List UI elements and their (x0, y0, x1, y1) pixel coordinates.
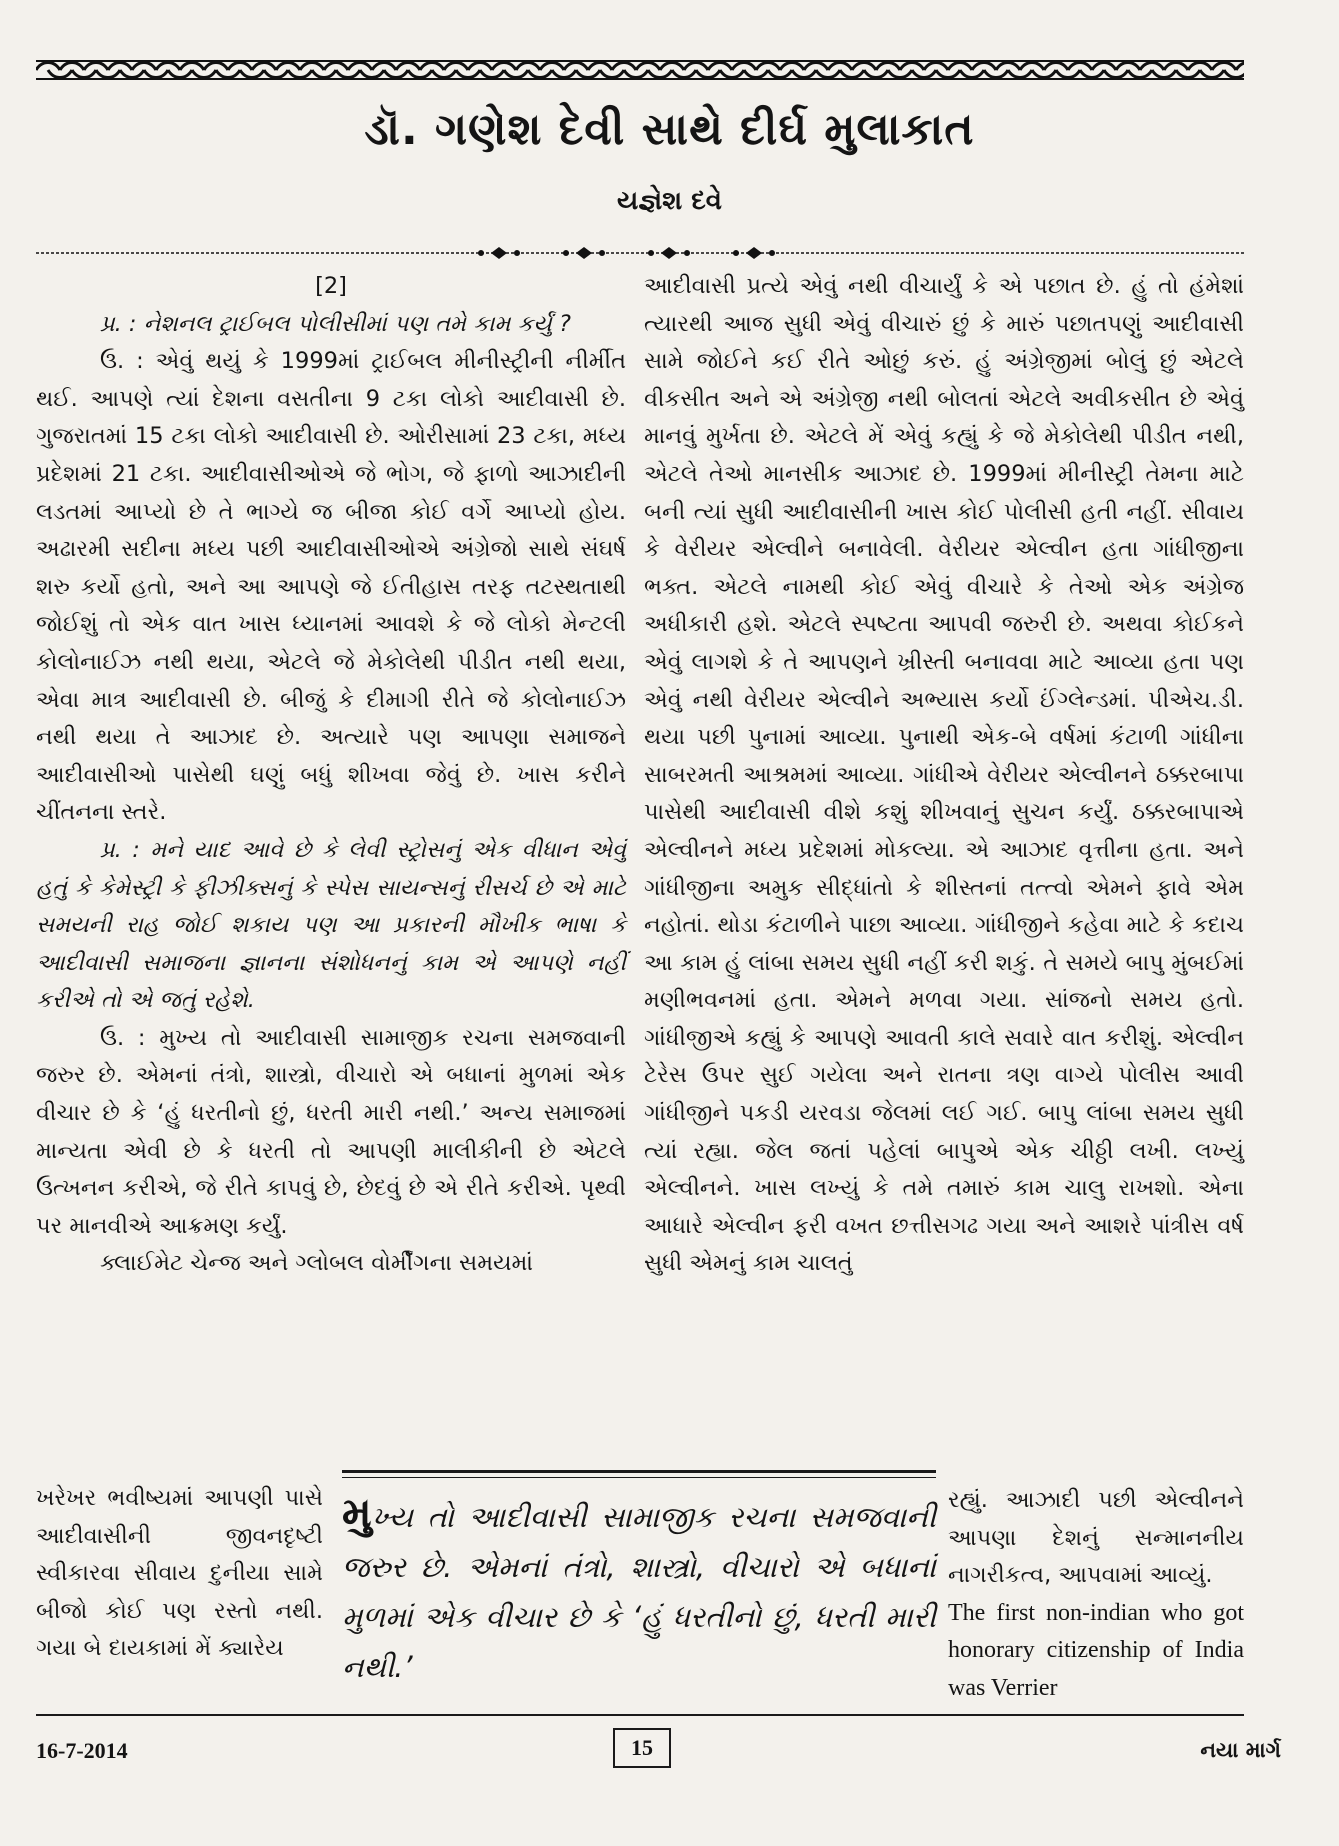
right-column (644, 268, 1244, 1283)
top-ornament (36, 58, 1244, 82)
article-title: ડૉ. ગણેશ દેવી સાથે દીર્ઘ મુલાકાત (364, 104, 975, 155)
right-column-continued-text: રહ્યું. આઝાદી પછી એલ્વીનને આપણા દેશનું સન્માનનીય નાગરીકત્વ, આપવામાં આવ્યું. (948, 1487, 1244, 1589)
issue-date: 16-7-2014 (36, 1738, 128, 1763)
question-1: પ્ર. : નેશનલ ટ્રાઈબલ પોલીસીમાં પણ તમે કામ કર્યું ? (100, 310, 571, 337)
answer-1: ઉ. : એવું થયું કે 1999માં ટ્રાઈબલ મીનીસ્ટ્રીની નીર્મીત થઈ. આપણે ત્યાં દેશના વસતીના 9 ટકા લોકો આદીવાસી છે. ગુજરાતમાં 15 ટકા લોકો આદીવાસી છે. ઓરીસામાં 23 ટકા, મધ્ય પ્રદેશમાં 21 ટકા. આદીવાસીઓએ જે ભોગ, જે ફાળો આઝાદીની લડતમાં આપ્યો છે તે ભાગ્યે જ બીજા કોઈ વર્ગે આપ્યો હોય. અઢારમી સદીના મધ્ય પછી આદીવાસીઓએ અંગ્રેજો સાથે સંઘર્ષ શરુ કર્યો હતો, અને આ આપણે જે ઈતીહાસ તરફ તટસ્થતાથી જોઈશું તો એક વાત ખાસ ધ્યાનમાં આવશે કે જે લોકો મેન્ટલી કોલોનાઈઝ નથી થયા, એટલે જે મેકોલેથી પીડીત નથી થયા, એવા માત્ર આદીવાસી છે. બીજું કે દીમાગી રીતે જે કોલોનાઈઝ નથી થયા તે આઝાદ છે. અત્યારે પણ આપણા સમાજને આદીવાસીઓ પાસેથી ઘણું બધું શીખવા જેવું છે. ખાસ કરીને ચીંતનના સ્તરે. (36, 348, 626, 826)
magazine-name: નયા માર્ગ (1200, 1738, 1281, 1762)
title-divider (36, 236, 1244, 266)
left-column (36, 268, 626, 1283)
answer-2: ઉ. : મુખ્ય તો આદીવાસી સામાજીક રચના સમજવાની જરુર છે. એમનાં તંત્રો, શાસ્ત્રો, વીચારો એ બધાનાં મુળમાં એક વીચાર છે કે ‘હું ધરતીનો છું, ધરતી મારી નથી.’ અન્ય સમાજમાં માન્યતા એવી છે કે ધરતી તો આપણી માલીકીની છે એટલે ઉત્ખનન કરીએ, જે રીતે કાપવું છે, છેદવું છે એ રીતે કરીએ. પૃથ્વી પર માનવીએ આક્રમણ કર્યું. (36, 1024, 626, 1239)
part-number: [2] (315, 273, 347, 299)
page-number: 15 (613, 1728, 671, 1768)
english-text: The first non-indian who got honorary citizenship of India was Verrier (948, 1599, 1244, 1701)
bottom-rule (36, 1714, 1244, 1716)
pull-quote-rule-top-2 (342, 1477, 936, 1478)
pull-quote (342, 1488, 936, 1692)
pull-quote-rule-top (342, 1470, 936, 1473)
separator-rule (36, 1464, 636, 1465)
left-column-continued: ખરેખર ભવીષ્યમાં આપણી પાસે આદીવાસીની જીવનદૃષ્ટી સ્વીકારવા સીવાય દુનીયા સામે બીજો કોઈ પણ રસ્તો નથી. ગયા બે દાયકામાં મેં ક્યારેય (36, 1485, 323, 1662)
paragraph-3: ક્લાઈમેટ ચેન્જ અને ગ્લોબલ વોર્મીંગના સમયમાં (100, 1250, 533, 1277)
pull-quote-drop-cap: મુ (342, 1488, 372, 1537)
pull-quote-text: ખ્ય તો આદીવાસી સામાજીક રચના સમજવાની જરુર છે. એમનાં તંત્રો, શાસ્ત્રો, વીચારો એ બધાનાં મુળમાં એક વીચાર છે કે ‘હું ધરતીનો છું, ધરતી મારી નથી.’ (342, 1500, 936, 1684)
question-2: પ્ર. : મને યાદ આવે છે કે લેવી સ્ટ્રોસનું એક વીધાન એવું હતું કે કેમેસ્ટ્રી કે ફીઝીક્સનું કે સ્પેસ સાયન્સનું રીસર્ચ છે એ માટે સમયની રાહ જોઈ શકાય પણ આ પ્રકારની મૌખીક ભાષા કે આદીવાસી સમાજના જ્ઞાનના સંશોધનનું કામ એ આપણે નહીં કરીએ તો એ જતું રહેશે. (36, 836, 626, 1014)
right-column-continued (948, 1482, 1244, 1708)
author-name: યજ્ઞેશ દવે (617, 186, 722, 216)
right-column-text: આદીવાસી પ્રત્યે એવું નથી વીચાર્યું કે એ પછાત છે. હું તો હંમેશાં ત્યારથી આજ સુધી એવું વીચારું છું કે મારું પછાતપણું આદીવાસી સામે જોઈને કઈ રીતે ઓછું કરું. હું અંગ્રેજીમાં બોલું છું એટલે વીકસીત અને એ અંગ્રેજી નથી બોલતાં એટલે અવીકસીત છે એવું માનવું મુર્ખતા છે. એટલે મેં એવું કહ્યું કે જે મેકોલેથી પીડીત નથી, એટલે તેઓ માનસીક આઝાદ છે. 1999માં મીનીસ્ટ્રી તેમના માટે બની ત્યાં સુધી આદીવાસીની ખાસ કોઈ પોલીસી હતી નહીં. સીવાય કે વેરીયર એલ્વીને બનાવેલી. વેરીયર એલ્વીન હતા ગાંધીજીના ભક્ત. એટલે નામથી કોઈ એવું વીચારે કે તેઓ એક અંગ્રેજ અધીકારી હશે. એટલે સ્પષ્ટતા આપવી જરુરી છે. અથવા કોઈકને એવું લાગશે કે તે આપણને ખ્રીસ્તી બનાવવા માટે આવ્યા હતા પણ એવું નથી વેરીયર એલ્વીને અભ્યાસ કર્યો ઈંગ્લેન્ડમાં. પીએચ.ડી. થયા પછી પુનામાં આવ્યા. પુનાથી એક-બે વર્ષમાં કંટાળી ગાંધીના સાબરમતી આશ્રમમાં આવ્યા. ગાંધીએ વેરીયર એલ્વીનને ઠક્કરબાપા પાસેથી આદીવાસી વીશે કશું શીખવાનું સુચન કર્યું. ઠક્કરબાપાએ એલ્વીનને મધ્ય પ્રદેશમાં મોકલ્યા. એ આઝાદ વૃત્તીના હતા. અને ગાંધીજીના અમુક સીદ્ધાંતો કે શીસ્તનાં તત્ત્વો એમને ફાવે એમ નહોતાં. થોડા કંટાળીને પાછા આવ્યા. ગાંધીજીને કહેવા માટે કે કદાચ આ કામ હું લાંબા સમય સુધી નહીં કરી શકું. તે સમયે બાપુ મુંબઈમાં મણીભવનમાં હતા. એમને મળવા ગયા. સાંજનો સમય હતો. ગાંધીજીએ કહ્યું કે આપણે આવતી કાલે સવારે વાત કરીશું. એલ્વીન ટેરેસ ઉપર સુઈ ગયેલા અને રાતના ત્રણ વાગ્યે પોલીસ આવી ગાંધીજીને પકડી યરવડા જેલમાં લઈ ગઈ. બાપુ લાંબા સમય સુધી ત્યાં રહ્યા. જેલ જતાં પહેલાં બાપુએ એક ચીઠ્ઠી લખી. લખ્યું એલ્વીનને. ખાસ લખ્યું કે તમે તમારું કામ ચાલુ રાખશો. એના આધારે એલ્વીન ફરી વખત છત્તીસગઢ ગયા અને આશરે પાંત્રીસ વર્ષ સુધી એમનું કામ ચાલતું (644, 273, 1244, 1277)
